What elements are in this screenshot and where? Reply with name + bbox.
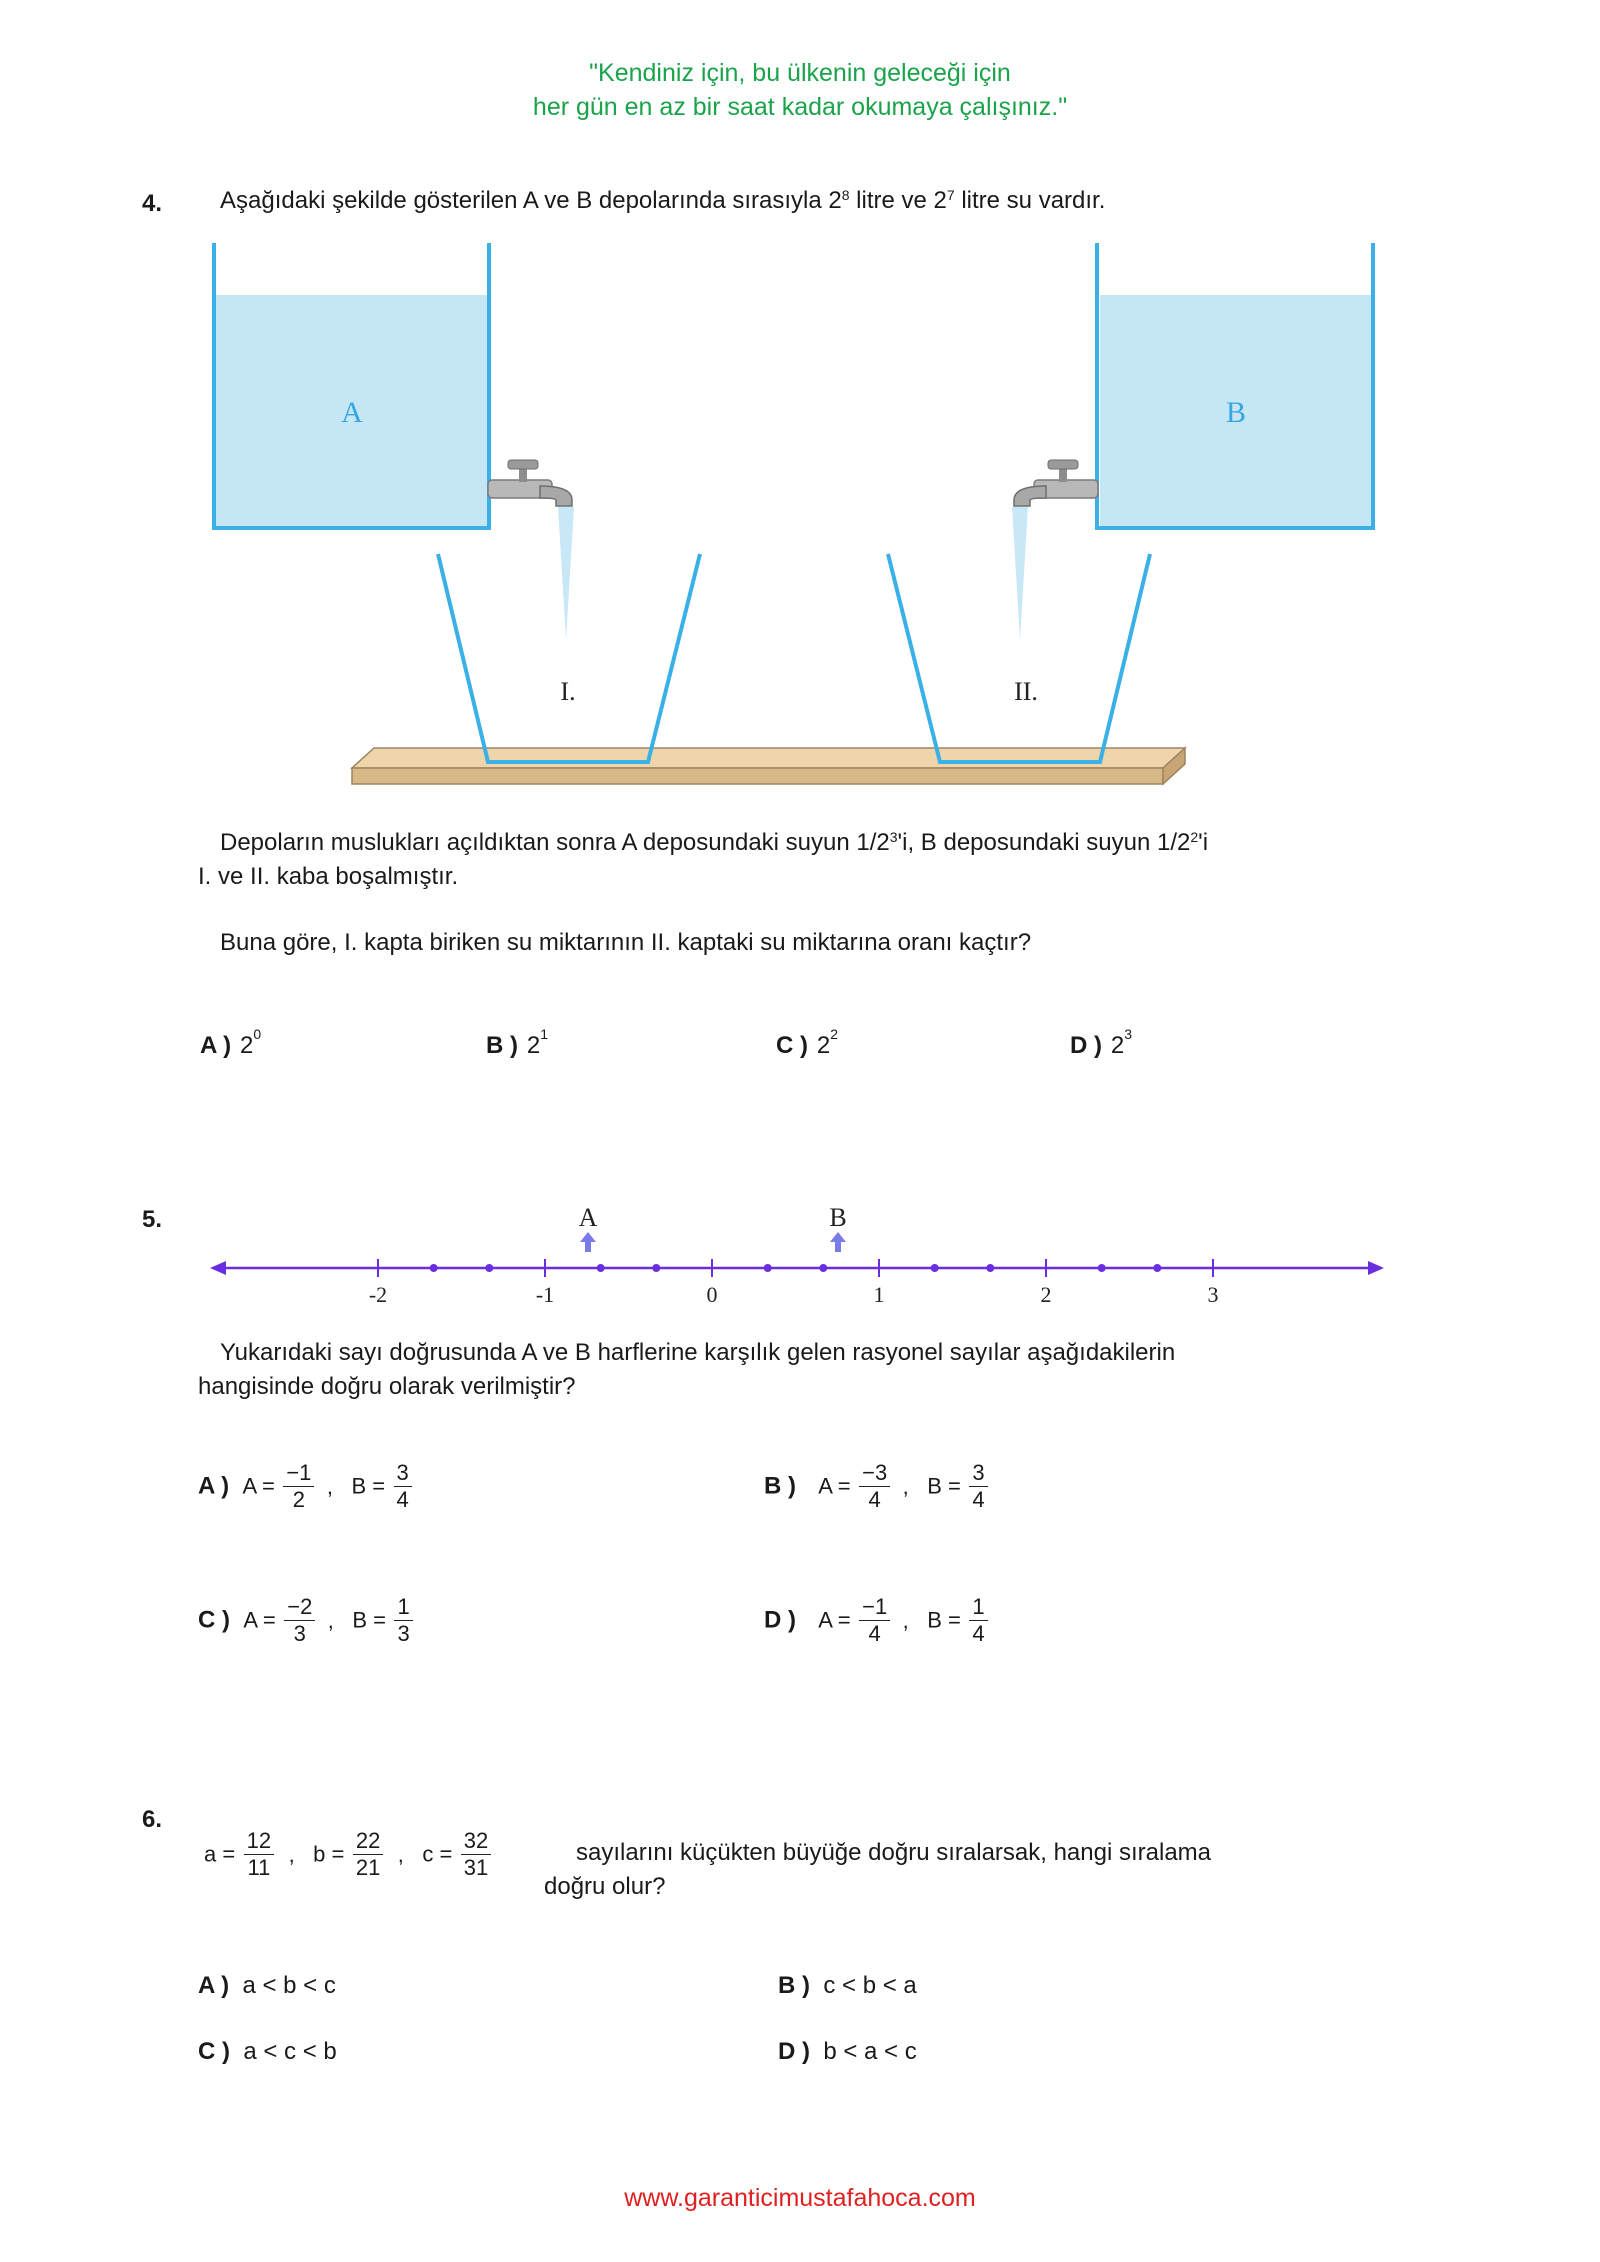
- q5-text-line-1: Yukarıdaki sayı doğrusunda A ve B harflerine karşılık gelen rasyonel sayılar aşağıdakilerin: [220, 1339, 1176, 1366]
- number-line-dot: [1153, 1264, 1161, 1272]
- option-base: 2: [816, 1032, 831, 1059]
- q4-stem-pre: Aşağıdaki şekilde gösterilen A ve B depolarında sırasıyla 2: [220, 187, 842, 214]
- number-line-dot: [986, 1264, 994, 1272]
- option-value: c < b < a: [823, 1972, 917, 1999]
- question-4-number: 4.: [142, 190, 163, 217]
- number-line-tick-label: 3: [1207, 1282, 1219, 1307]
- option-a-label: A =: [243, 1607, 276, 1633]
- q6-option-c[interactable]: [198, 2038, 337, 2066]
- option-a-label: A =: [818, 1473, 851, 1499]
- number-line-tick-label: 2: [1040, 1282, 1052, 1307]
- q4-para-mid: 'i, B deposundaki suyun 1/2: [897, 829, 1191, 856]
- q4-para-pre: Depoların muslukları açıldıktan sonra A deposundaki suyun 1/2: [220, 829, 890, 856]
- q4-question: Buna göre, I. kapta biriken su miktarının II. kaptaki su miktarına oranı kaçtır?: [220, 929, 1032, 956]
- option-b-fraction: $\frac{3}{4}$: [969, 1460, 987, 1513]
- q4-stem-exp1: 8: [841, 187, 850, 203]
- q6-option-b[interactable]: [778, 1972, 917, 2000]
- number-line-dot: [430, 1264, 438, 1272]
- q4-stem-exp2: 7: [946, 187, 955, 203]
- option-letter: C ): [198, 2038, 230, 2065]
- option-b-label: B =: [927, 1607, 961, 1633]
- q4-paragraph-line-1: [220, 826, 1208, 860]
- number-line: [0, 1190, 1600, 1310]
- motivational-quote: [0, 56, 1600, 124]
- number-line-dot: [485, 1264, 493, 1272]
- q6-a-fraction: $\frac{12}{11}$: [244, 1828, 274, 1881]
- q5-option-d[interactable]: [764, 1594, 992, 1647]
- q6-text-line-1: sayılarını küçükten büyüğe doğru sıralarsak, hangi sıralama: [576, 1839, 1212, 1866]
- option-b-label: B =: [351, 1473, 386, 1499]
- cup-1-label: I.: [560, 677, 576, 706]
- question-6-number: 6.: [142, 1806, 163, 1833]
- option-letter: D ): [764, 1606, 796, 1634]
- option-a-label: A =: [818, 1607, 851, 1633]
- water-tanks-figure: [0, 230, 1600, 810]
- faucet-b-icon: [1012, 460, 1098, 640]
- q4-option-b[interactable]: [486, 1026, 549, 1060]
- quote-line-2: her gün en az bir saat kadar okumaya çalışınız.": [532, 93, 1068, 121]
- separator: ,: [397, 1841, 404, 1867]
- number-line-dot: [764, 1264, 772, 1272]
- option-value: a < c < b: [243, 2038, 337, 2065]
- point-b-marker: [829, 1203, 846, 1252]
- option-a-fraction: $\frac{-2}{3}$: [284, 1594, 315, 1647]
- separator: ,: [326, 1473, 333, 1499]
- option-a-label: A =: [242, 1473, 275, 1499]
- option-b-fraction: $\frac{3}{4}$: [394, 1460, 412, 1513]
- option-b-label: B =: [927, 1473, 961, 1499]
- option-base: 2: [240, 1032, 254, 1059]
- option-letter: C ): [776, 1032, 808, 1059]
- q4-stem-post: litre su vardır.: [954, 187, 1106, 214]
- tank-a-label: A: [341, 396, 363, 429]
- number-line-tick-label: 1: [873, 1282, 885, 1307]
- q6-c-label: c =: [422, 1841, 453, 1867]
- point-a-label: A: [578, 1203, 598, 1232]
- point-b-label: B: [829, 1203, 847, 1232]
- water-stream-a: [558, 507, 574, 640]
- q4-para-exp2: 2: [1190, 829, 1199, 845]
- option-letter: B ): [486, 1032, 518, 1059]
- option-letter: D ): [778, 2038, 810, 2065]
- number-line-tick-label: -2: [368, 1282, 388, 1307]
- option-exp: 3: [1124, 1026, 1133, 1042]
- wooden-board: [352, 748, 1185, 784]
- q4-stem-mid: litre ve 2: [849, 187, 947, 214]
- q6-option-d[interactable]: [778, 2038, 917, 2066]
- option-letter: D ): [1070, 1032, 1102, 1059]
- option-a-fraction: $\frac{-1}{4}$: [859, 1594, 890, 1647]
- q6-numbers: [204, 1828, 495, 1881]
- number-line-dot: [652, 1264, 660, 1272]
- q5-option-b[interactable]: [764, 1460, 992, 1513]
- water-stream-b: [1012, 507, 1028, 640]
- question-5-number: 5.: [142, 1206, 163, 1233]
- number-line-tick-label: 0: [706, 1282, 718, 1307]
- q4-option-c[interactable]: [776, 1026, 839, 1060]
- number-line-left-arrow: [210, 1261, 226, 1275]
- separator: ,: [288, 1841, 295, 1867]
- tank-b: [1097, 243, 1373, 528]
- option-exp: 0: [253, 1026, 262, 1042]
- q5-option-c[interactable]: [198, 1594, 417, 1647]
- q6-option-a[interactable]: [198, 1972, 336, 2000]
- option-b-fraction: $\frac{1}{3}$: [394, 1594, 412, 1647]
- option-a-fraction: $\frac{-3}{4}$: [859, 1460, 890, 1513]
- q4-paragraph-line-2: I. ve II. kaba boşalmıştır.: [198, 863, 459, 890]
- quote-line-1: "Kendiniz için, bu ülkenin geleceği için: [589, 59, 1011, 87]
- number-line-tick-label: -1: [535, 1282, 555, 1307]
- faucet-a-icon: [488, 460, 574, 640]
- option-letter: A ): [198, 1972, 230, 1999]
- option-letter: A ): [198, 1472, 230, 1500]
- footer-website-link[interactable]: www.garanticimustafahoca.com: [624, 2184, 976, 2212]
- q6-c-fraction: $\frac{32}{31}$: [461, 1828, 491, 1881]
- option-base: 2: [1110, 1032, 1125, 1059]
- q4-option-a[interactable]: [200, 1026, 262, 1060]
- option-letter: B ): [764, 1472, 796, 1500]
- q6-a-label: a =: [204, 1841, 236, 1867]
- option-value: a < b < c: [242, 1972, 336, 1999]
- tank-b-label: B: [1225, 396, 1247, 429]
- option-value: b < a < c: [823, 2038, 917, 2065]
- number-line-right-arrow: [1368, 1261, 1384, 1275]
- option-exp: 1: [540, 1026, 549, 1042]
- cup-2-label: II.: [1014, 677, 1038, 706]
- option-b-label: B =: [352, 1607, 386, 1633]
- number-line-dot: [819, 1264, 827, 1272]
- separator: ,: [902, 1607, 909, 1633]
- point-a-marker: [579, 1203, 598, 1252]
- number-line-dot: [1098, 1264, 1106, 1272]
- option-b-fraction: $\frac{1}{4}$: [969, 1594, 987, 1647]
- q5-text-line-2: hangisinde doğru olarak verilmiştir?: [198, 1373, 576, 1400]
- number-line-dot: [597, 1264, 605, 1272]
- q6-text-line-2: doğru olur?: [544, 1873, 666, 1900]
- option-exp: 2: [830, 1026, 839, 1042]
- q4-para-post: 'i: [1198, 829, 1209, 856]
- q5-option-a[interactable]: [198, 1460, 416, 1513]
- option-letter: C ): [198, 1606, 230, 1634]
- number-line-dot: [931, 1264, 939, 1272]
- separator: ,: [327, 1607, 334, 1633]
- separator: ,: [902, 1473, 909, 1499]
- q4-para-exp1: 3: [889, 829, 898, 845]
- option-letter: A ): [200, 1032, 232, 1059]
- question-4-stem: [220, 184, 1105, 218]
- option-letter: B ): [778, 1972, 810, 1999]
- option-base: 2: [526, 1032, 541, 1059]
- tank-a: [214, 243, 489, 528]
- q6-b-label: b =: [313, 1841, 345, 1867]
- option-a-fraction: $\frac{-1}{2}$: [283, 1460, 314, 1513]
- q6-b-fraction: $\frac{22}{21}$: [353, 1828, 383, 1881]
- q4-option-d[interactable]: [1070, 1026, 1133, 1060]
